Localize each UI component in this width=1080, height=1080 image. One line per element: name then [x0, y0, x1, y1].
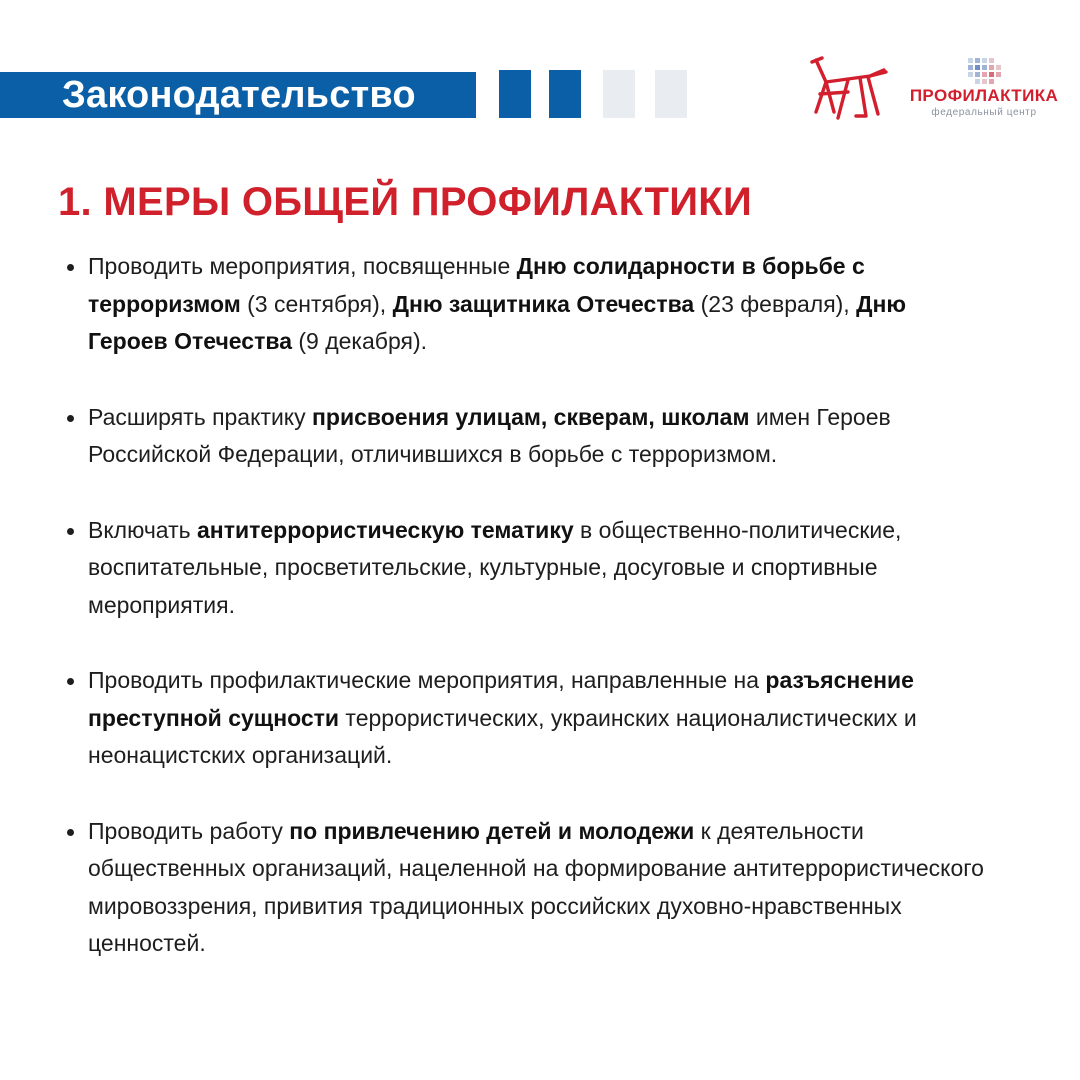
item-text-bold: Дню солидарности в борьбе с терроризмом — [88, 253, 865, 317]
dot-grid-icon — [966, 56, 1002, 86]
bullet-dot-icon — [67, 264, 74, 271]
item-text: (9 декабря). — [291, 328, 427, 354]
item-text-bold: антитеррористическую тематику — [197, 516, 574, 543]
item-text: имен Героев Российской Федерации, отличившихся в борьбе с терроризмом. — [88, 403, 891, 467]
item-text: террористических, украинских националистических и неонацистских организаций. — [88, 704, 917, 768]
item-text: Расширять практику — [88, 403, 313, 430]
item-text: Включать — [88, 516, 198, 543]
bullet-dot-icon — [67, 528, 74, 535]
section-title: Законодательство — [62, 74, 416, 116]
horse-emblem-icon — [808, 52, 888, 122]
decor-square-gray-2 — [655, 70, 687, 118]
item-text: в общественно-политические, воспитательные, просветительские, культурные, досуговые и спортивные мероприятия. — [88, 516, 902, 618]
list-item — [60, 248, 990, 361]
bullet-dot-icon — [67, 829, 74, 836]
item-text: Проводить работу — [88, 817, 290, 844]
item-text: Проводить мероприятия, посвященные — [88, 253, 517, 279]
item-text-bold: Дню Героев Отечества — [88, 290, 907, 354]
list-item — [60, 399, 990, 474]
item-text-bold: присвоения улицам, скверам, школам — [312, 403, 750, 430]
item-text: Проводить профилактические мероприятия, направленные на — [88, 667, 766, 693]
bullet-dot-icon — [67, 678, 74, 685]
item-text: (3 сентября), — [240, 290, 393, 317]
item-text: к деятельности общественных организаций, нацеленной на формирование антитеррористического мировоззрения, привития традиционных российских духовно-нравственных ценностей. — [88, 817, 984, 956]
item-text: (23 февраля), — [694, 290, 857, 317]
list-item — [60, 813, 990, 963]
logo-name: ПРОФИЛАКТИКА — [909, 86, 1059, 105]
page-heading: 1. МЕРЫ ОБЩЕЙ ПРОФИЛАКТИКИ — [58, 180, 753, 224]
item-text-bold: разъяснение преступной сущности — [88, 667, 914, 731]
decor-square-blue-1 — [499, 70, 531, 118]
item-text-bold: Дню защитника Отечества — [392, 290, 695, 317]
measures-list — [60, 248, 990, 963]
list-item — [60, 662, 990, 775]
bullet-dot-icon — [67, 415, 74, 422]
list-item — [60, 512, 990, 625]
decor-square-blue-2 — [549, 70, 581, 118]
item-text-bold: по привлечению детей и молодежи — [289, 817, 695, 844]
logo-subtitle: федеральный центр — [931, 107, 1037, 118]
decor-square-gray-1 — [603, 70, 635, 118]
